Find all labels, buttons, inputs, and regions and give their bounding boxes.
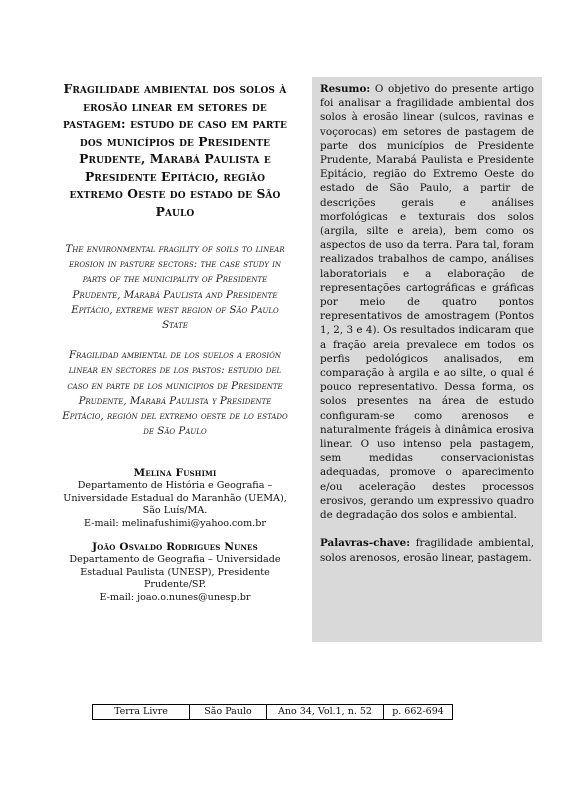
author-name: Melina Fushimi (133, 467, 217, 480)
author-email: E-mail: joao.o.nunes@unesp.br (99, 591, 251, 603)
keywords-text: fragilidade ambiental, solos arenosos, erosão linear, pastagem. (320, 537, 534, 564)
footer-volume: Ano 34, Vol.1, n. 52 (267, 705, 384, 720)
author-block-1 (58, 467, 292, 530)
author-affiliation: Departamento de Geografia – Universidade Estadual Paulista (UNESP), Presidente Prudente/SP. (69, 554, 281, 591)
footer-journal: Terra Livre (93, 705, 190, 720)
author-affiliation: Departamento de História e Geografia – Universidade Estadual do Maranhão (UEMA), São Luís/MA. (63, 480, 287, 517)
keywords (320, 536, 534, 564)
author-email: E-mail: melinafushimi@yahoo.com.br (84, 517, 266, 529)
author-name: João Osvaldo Rodrigues Nunes (92, 541, 258, 554)
author-block-2 (58, 541, 292, 604)
abstract-text: O objetivo do presente artigo foi analisar a fragilidade ambiental dos solos à erosão linear (sulcos, ravinas e voçorocas) em setores de pastagem de parte dos municípios de Presidente Prudente, Marabá Paulista e Presidente Epitácio, região do Extremo Oeste do estado de São Paulo, a partir de descrições gerais e análises morfológicas e texturais dos solos (argila, silte e areia), bem como os aspectos de uso da terra. Para tal, foram realizados trabalhos de campo, análises laboratoriais e a elaboração de representações cartográficas e gráficas por meio de quatro pontos representativos de amostragem (Pontos 1, 2, 3 e 4). Os resultados indicaram que a fração areia prevalece em todos os perfis pedológicos analisados, em comparação à argila e ao silte, o qual é pouco representativo. Dessa forma, os solos presentes na área de estudo configuram-se como arenosos e naturalmente frágeis à dinâmica erosiva linear. O uso intenso pela pastagem, sem medidas conservacionistas adequadas, promove o aparecimento e/ou aceleração destes processos erosivos, gerando um expressivo quadro de degradação dos solos e ambiental. (320, 83, 534, 522)
article-title-english: The environmental fragility of soils to linear erosion in pasture sectors: the case study in parts of the municipality of Presidente Prudente, Marabá Paulista and Presidente Epitácio, extreme west region of São Paulo State (65, 243, 285, 332)
keywords-label: Palavras-chave: (320, 537, 411, 550)
abstract (320, 82, 534, 522)
article-title-spanish: Fragilidad ambiental de los suelos a erosión linear en sectores de los pastos: estudio del caso en parte de los municipios de Presidente Prudente, Marabá Paulista y Presidente Epitácio, región del extremo oeste de lo estado de São Paulo (62, 349, 288, 438)
footer-pages: p. 662-694 (384, 705, 453, 720)
abstract-label: Resumo: (320, 83, 371, 95)
footer-city: São Paulo (190, 705, 267, 720)
title-column (58, 80, 292, 604)
citation-footer (92, 704, 453, 720)
article-title-portuguese: Fragilidade ambiental dos solos à erosão linear em setores de pastagem: estudo de caso em parte dos municípios de Presidente Prudente, Marabá Paulista e Presidente Epitácio, região extremo Oeste do estado de São Paulo (62, 81, 288, 219)
abstract-box (312, 77, 542, 642)
